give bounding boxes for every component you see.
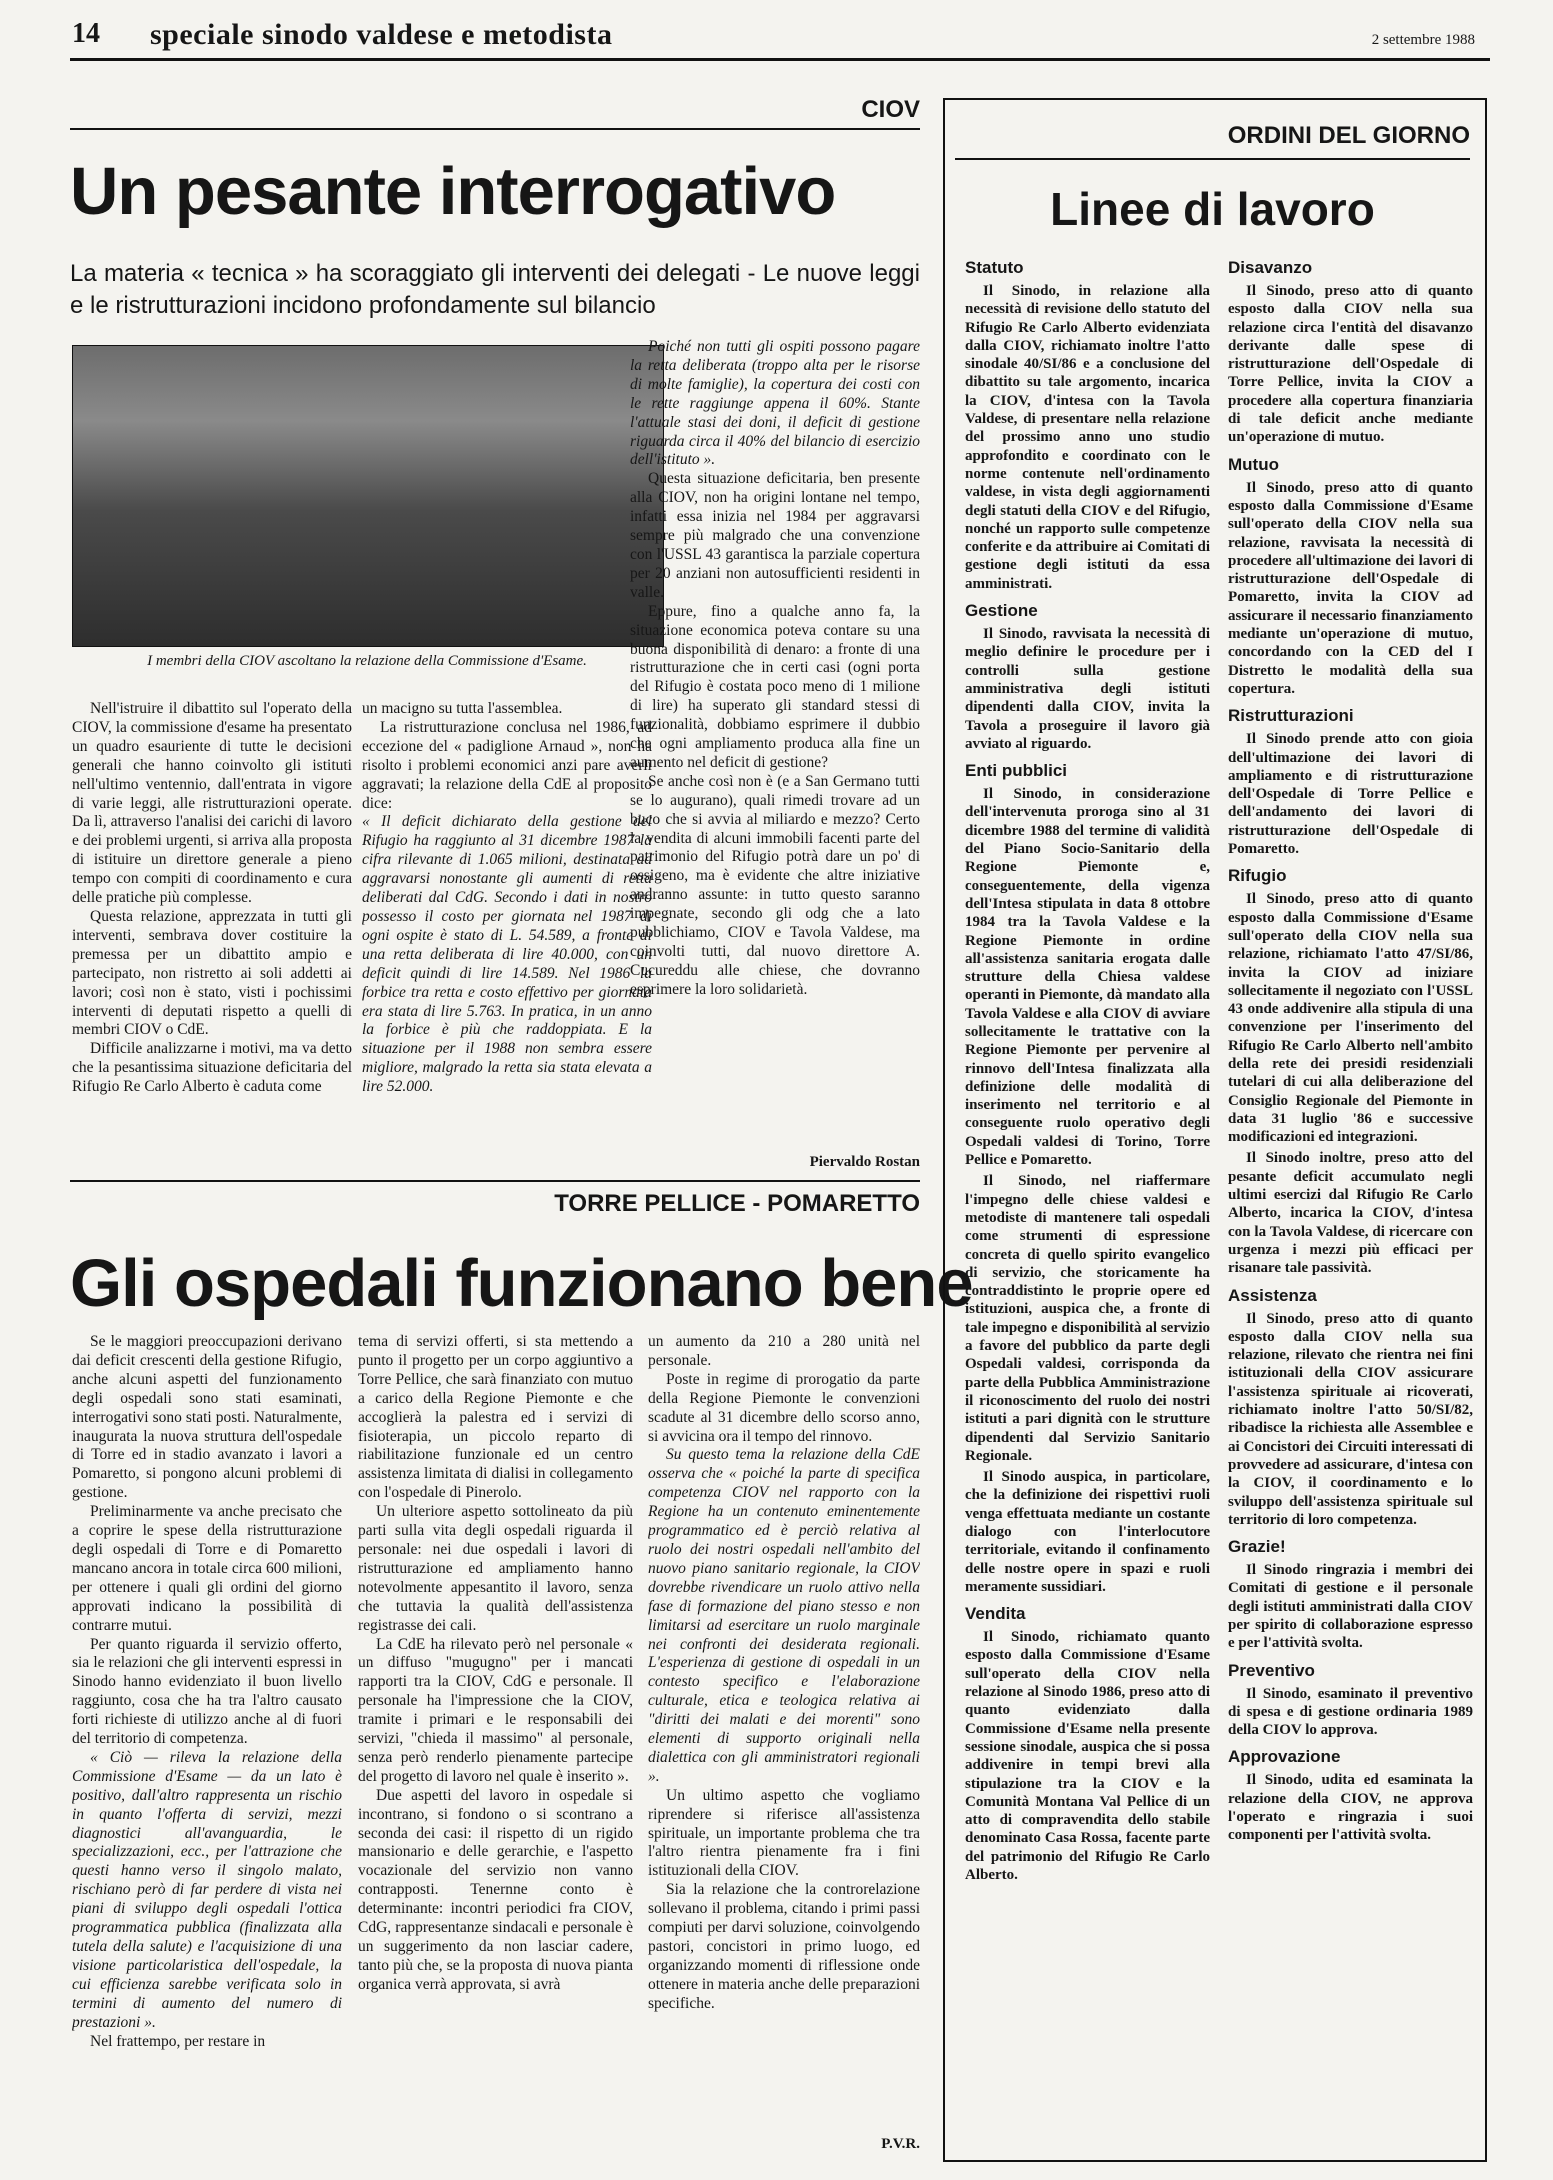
od-para: Il Sinodo, in relazione alla necessità di revisione dello statuto del Rifugio Re Carlo Alberto evidenziata dalla CIOV, richiamato inoltre l'atto sinodale 40/SI/86 e a conclusione del dibattito su tale argomento, incarica la CIOV, d'intesa con la Tavola Valdese, di presentare nella relazione del prossimo anno uno studio approfondito e coordinato con le norme contenute nell'ordinamento valdese, in vista degli aggiornamenti degli statuti della CIOV e del Rifugio, nonché un rapporto sulle competenze conferite e da attribuire ai Comitati di gestione degli istituti da essa amministrati. xyxy=(965,283,1210,592)
article1-col1-p1: Nell'istruire il dibattito sul l'operato della CIOV, la commissione d'esame ha presentato un quadro esauriente di tutte le decisioni generali che hanno coinvolto gli istituti nell'ultimo ventennio, dall'entrata in vigore di varie leggi, alle ristrutturazioni operate. Da lì, attraverso l'analisi dei carichi di lavoro e dei problemi urgenti, si arriva alla proposta di istituire un direttore generale a pieno tempo con compiti di coordinamento e cura delle pratiche più complesse. xyxy=(72,700,352,907)
article2-col2-p1: tema di servizi offerti, si sta mettendo a punto il progetto per un corpo aggiuntivo a Torre Pellice, che sarà finanziato con mutuo a carico della Regione Piemonte e che accoglierà la palestra ed i servizi di fisioterapia, un piccolo reparto di riabilitazione funzionale ed un centro assistenza limitata di dialisi in collegamento con l'ospedale di Pinerolo. xyxy=(358,1333,633,1502)
od-para: Il Sinodo, udita ed esaminata la relazione della CIOV, ne approva l'operato e ringrazia i suoi componenti per l'attività svolta. xyxy=(1228,1772,1473,1844)
article1-deck: La materia « tecnica » ha scoraggiato gli interventi dei delegati - Le nuove leggi e le ristrutturazioni incidono profondamente sul bilancio xyxy=(70,260,920,320)
article2-col1-p2: Preliminarmente va anche precisato che a coprire le spese della ristrutturazione degli ospedali di Torre e di Pomaretto mancano ancora in totale circa 600 milioni, per ottenere i quali gli ordini del giorno approvati indicano la possibilità di contrarre mutui. xyxy=(72,1503,342,1634)
article2-signature: P.V.R. xyxy=(881,2136,920,2152)
od-para: Il Sinodo, in considerazione dell'intervenuta proroga sino al 31 dicembre 1988 del termine di validità del Piano Socio-Sanitario della Regione Piemonte e, conseguentemente, della vigenza dell'Intesa stipulata in data 8 ottobre 1984 tra la Tavola Valdese e la Regione Piemonte in ordine all'assistenza sanitaria erogata dalle strutture della Chiesa valdese operanti in Piemonte, dà mandato alla Tavola Valdese e alla CIOV di avviare sollecitamente le trattative con la Regione Piemonte per pervenire al rinnovo dell'Intesa finalizzata alla definizione delle modalità di inserimento nel territorio e al conseguente ruolo operativo degli Ospedali valdesi di Torino, Torre Pellice e Pomaretto. xyxy=(965,786,1210,1169)
sidebar-kicker: ORDINI DEL GIORNO xyxy=(1227,122,1470,149)
article2-col1-p4 xyxy=(72,1749,342,2033)
article2-col3-p2: Poste in regime di prorogatio da parte della Regione Piemonte le convenzioni scadute al 31 dicembre dello scorso anno, si avvicina ora il tempo del rinnovo. xyxy=(648,1370,920,1445)
article2-col3-p1: un aumento da 210 a 280 unità nel personale. xyxy=(648,1333,920,1369)
article1-col2 xyxy=(362,700,652,1180)
article2-col1-p4-text: « Ciò — rileva la relazione della Commissione d'Esame — da un lato è positivo, dall'altro rappresenta un rischio in quanto l'offerta di servizi, mezzi diagnostici all'avanguardia, le specializzazioni, ecc., per l'attrazione che questi hanno verso il singolo malato, rischiano però di far perdere di vista nei piani di sviluppo degli ospedali l'ottica programmatica pubblica (finalizzata alla tutela della salute) e l'acquisizione di una visione particolaristica dell'ospedale, la cui efficienza sarebbe verificata solo in termini di aumento del numero di prestazioni ». xyxy=(72,1748,342,2031)
od-heading-approvazione: Approvazione xyxy=(1228,1747,1341,1767)
article2-col3-p3 xyxy=(648,1446,920,1786)
article1-col2-p1: La ristrutturazione conclusa nel 1986, ad eccezione del « padiglione Arnaud », non ha risolto i problemi economici anzi pare averli aggravati; la relazione della CdE al proposito dice: xyxy=(362,718,652,812)
od-para: Il Sinodo, esaminato il preventivo di spesa e di gestione ordinaria 1989 della CIOV lo approva. xyxy=(1228,1685,1473,1739)
synod-photo xyxy=(72,345,664,647)
od-heading-statuto: Statuto xyxy=(965,258,1024,277)
od-para: Il Sinodo, preso atto di quanto esposto dalla CIOV nella sua relazione circa l'entità del disavanzo derivante dalle spese di ristrutturazione dell'Ospedale di Torre Pellice, invita la CIOV a procedere alla copertura finanziaria di tale deficit anche mediante un'operazione di mutuo. xyxy=(1228,283,1473,446)
od-heading-disavanzo: Disavanzo xyxy=(1228,258,1313,277)
od-heading-enti-pubblici: Enti pubblici xyxy=(965,761,1067,781)
od-heading-gestione: Gestione xyxy=(965,601,1038,621)
article1-col3 xyxy=(630,338,920,1150)
sidebar-col-left xyxy=(965,258,1210,2150)
od-para: Il Sinodo inoltre, preso atto del pesante deficit accumulato negli ultimi esercizi dal Rifugio Re Carlo Alberto, incarica la CIOV, d'intesa con la Tavola Valdese, di ricercare con urgenza i mezzi più efficaci per risanare tale passività. xyxy=(1228,1150,1473,1277)
article2-col2-p4: Due aspetti del lavoro in ospedale si incontrano, si fondono o si scontrano a seconda dei casi: il rispetto di un rigido mansionario e delle gerarchie, e l'aspetto vocazionale del servizio non vanno contrapposti. Tenernne conto è determinante: incontri periodici fra CIOV, CdG, rappresentanze sindacali e personale è un suggerimento da non lasciar cadere, tanto più che, se la proposta di nuova pianta organica verrà approvata, si avrà xyxy=(358,1786,633,1993)
section-title: speciale sinodo valdese e metodista xyxy=(150,18,613,51)
article1-kicker: CIOV xyxy=(861,96,920,123)
od-para: Il Sinodo auspica, in particolare, che la definizione dei rispettivi ruoli venga effettuata mediante un costante dialogo con l'interlocutore territoriale, evitando il confinamento delle nostre opere in spazi e ruoli meramente sussidiari. xyxy=(965,1469,1210,1595)
header-rule xyxy=(70,58,1490,61)
article1-col3-italic xyxy=(630,338,920,470)
article1-col1-p2: Questa relazione, apprezzata in tutti gli interventi, sembrava dover costituire la premessa per un dibattito ampio e partecipato, non ristretto ai soli addetti ai lavori; così non è stato, visti i pochissimi interventi di deputati rispetto a quelli di membri CIOV o CdE. xyxy=(72,907,352,1039)
od-para: Il Sinodo, preso atto di quanto esposto dalla CIOV nella sua relazione, rilevato che rientra nei fini istituzionali della CIOV assicurare l'assistenza spirituale ai ricoverati, richiamato inoltre l'atto 50/SI/82, ribadisce la richiesta alle Assemblee e ai Concistori dei Circuiti interessati di provvedere ad assicurare, d'intesa con la CIOV, il coordinamento e lo sviluppo dell'assistenza spirituale sul territorio di loro competenza. xyxy=(1228,1310,1473,1528)
article1-col1 xyxy=(72,700,352,1180)
article2-col2-p3: La CdE ha rilevato però nel personale « un diffuso "mugugno" per i mancati rapporti tra la CIOV, CdG e personale. Il personale ha l'impressione che la CIOV, tramite i primari e le responsabili dei servizi, "chieda il massimo" al personale, senza però renderlo pienamente partecipe del progetto di lavoro nel quale è inserito ». xyxy=(358,1635,633,1785)
od-para: Il Sinodo, preso atto di quanto esposto dalla Commissione d'Esame sull'operato della CIOV nella sua relazione, ravvisata la necessità di procedere all'ultimazione dei lavori di ristrutturazione dell'Ospedale di Pomaretto, invita la CIOV ad assicurare il necessario finanziamento mediante un'operazione di mutuo, concordando con la CED del I Distretto le modalità della sua copertura. xyxy=(1228,479,1473,697)
article1-col2-quote-text: « Il deficit dichiarato della gestione del Rifugio ha raggiunto al 31 dicembre 1987 la cifra rilevante di 1.065 milioni, destinata ad aggravarsi nonostante gli aumenti di retta deliberati dal CdG. Secondo i dati in nostro possesso il costo per giornata nel 1987 di ogni ospite è stato di L. 54.589, a fronte di una retta deliberata di lire 40.000, con un deficit quindi di lire 14.589. Nel 1986 la forbice tra retta e costo effettivo per giornata era stata di lire 5.763. In pratica, in un anno la forbice è più che raddoppiata. E la situazione per il 1988 non sembra essere migliore, malgrado la retta sia stata elevata a lire 52.000. xyxy=(362,813,652,1096)
od-heading-preventivo: Preventivo xyxy=(1228,1660,1315,1680)
od-heading-assistenza: Assistenza xyxy=(1228,1285,1317,1305)
issue-date: 2 settembre 1988 xyxy=(1371,32,1475,48)
article1-signature: Piervaldo Rostan xyxy=(809,1154,920,1170)
sidebar-rule-top xyxy=(955,158,1470,160)
article1-col3-p2: Eppure, fino a qualche anno fa, la situazione economica poteva contare su una buona disponibilità di denaro: a fronte di una ristrutturazione che in certi casi (ogni porta del Rifugio è costata poco meno di 1 milione di lire) ha superato gli standard stessi di funzionalità, dobbiamo esprimere il dubbio che ogni ampliamento produca alla fine un aumento nel deficit di gestione? xyxy=(630,602,920,771)
article2-col3 xyxy=(648,1333,920,2133)
article1-col3-p3: Se anche così non è (e a San Germano tutti se lo augurano), quali rimedi trovare ad un buco che si avvia al miliardo e mezzo? Certo la vendita di alcuni immobili facenti parte del patrimonio del Rifugio potrà dare un po' di ossigeno, ma è evidente che altre iniziative andranno assunte: in tutto questo saranno impegnate, secondo gli odg che a lato pubblichiamo, CIOV e Tavola Valdese, ma coinvolti tutti, dal nuovo direttore A. Cucureddu alle chiese, che dovranno esprimere la loro solidarietà. xyxy=(630,772,920,998)
od-para: Il Sinodo prende atto con gioia dell'ultimazione dei lavori di ampliamento e di ristrutturazione dell'Ospedale di Torre Pellice e dell'andamento dei lavori di ristrutturazione dell'Ospedale di Pomaretto. xyxy=(1228,731,1473,858)
article2-col3-p5: Sia la relazione che la controrelazione sollevano il problema, citando i primi passi compiuti per darvi soluzione, coinvolgendo pastori, concistori in primo luogo, ed organizzando momenti di riflessione onde ottenere in materia anche delle preparazioni specifiche. xyxy=(648,1881,920,2012)
article2-col3-p4: Un ultimo aspetto che vogliamo riprendere si riferisce all'assistenza spirituale, un importante problema che tra l'altro rientra pienamente fra i fini istituzionali della CIOV. xyxy=(648,1786,920,1880)
od-para: Il Sinodo, richiamato quanto esposto dalla Commissione d'Esame sull'operato della CIOV nella relazione al Sinodo 1986, preso atto di quanto evidenziato dalla Commissione d'Esame nella presente sessione sinodale, auspica che si possa addivenire in tempi brevi alla stipulazione tra la CIOV e la Comunità Montana Val Pellice di un atto di compravendita dello stabile denominato Casa Rossa, facente parte del patrimonio del Rifugio Re Carlo Alberto. xyxy=(965,1629,1210,1884)
od-para: Il Sinodo ringrazia i membri dei Comitati di gestione e il personale degli istituti amministrati dalla CIOV per spirito di collaborazione espresso e per l'attività svolta. xyxy=(1228,1562,1473,1652)
article2-col2-p2: Un ulteriore aspetto sottolineato da più parti sulla vita degli ospedali riguarda il personale: nei due ospedali i lavori di ristrutturazione ed ampliamento hanno notevolmente appesantito il lavoro, senza che tuttavia la qualità dell'assistenza registrasse dei cali. xyxy=(358,1503,633,1634)
sidebar-col-right xyxy=(1228,258,1473,2150)
article1-col3-p1: Questa situazione deficitaria, ben presente alla CIOV, non ha origini lontane nel tempo, infatti essa inizia nel 1984 per aggravarsi sempre più malgrado che una convenzione con l'USSL 43 garantisca la parziale copertura per 20 anziani non autosufficienti residenti in valle. xyxy=(630,470,920,601)
article2-col2 xyxy=(358,1333,633,2153)
article2-col1-p3: Per quanto riguarda il servizio offerto, sia le relazioni che gli interventi espressi in Sinodo hanno evidenziato il buon livello raggiunto, cosa che ha tra l'altro causato forti richieste di utilizzo anche al di fuori del territorio di competenza. xyxy=(72,1635,342,1748)
od-para: Il Sinodo, preso atto di quanto esposto dalla Commissione d'Esame sull'operato della CIOV nella sua relazione, richiamato l'atto 47/SI/86, invita la CIOV ad iniziare sollecitamente il negoziato con l'USSL 43 onde addivenire alla stipula di una convenzione per l'inserimento del Rifugio Re Carlo Alberto nell'ambito della rete dei presidi residenziali tutelari di cui alla deliberazione del Consiglio Regionale del Piemonte in data 31 luglio '86 e successive modificazioni ed integrazioni. xyxy=(1228,891,1473,1146)
article2-headline: Gli ospedali funzionano bene xyxy=(70,1246,973,1321)
article1-rule xyxy=(70,128,920,130)
od-heading-vendita: Vendita xyxy=(965,1604,1026,1624)
od-heading-ristrutturazioni: Ristrutturazioni xyxy=(1228,706,1354,726)
od-para: Il Sinodo, ravvisata la necessità di meglio definire le procedure per i controlli sulla gestione amministrativa degli istituti dipendenti dalla CIOV, invita la Tavola a proseguire il lavoro già avviato al riguardo. xyxy=(965,626,1210,752)
article1-headline: Un pesante interrogativo xyxy=(70,154,836,229)
article1-col2-quote xyxy=(362,813,652,1097)
page-number: 14 xyxy=(72,18,100,49)
od-para: Il Sinodo, nel riaffermare l'impegno delle chiese valdesi e metodiste di mantenere tali ospedali come strumenti di espressione concreta di quello spirito evangelico di servizio, che storicamente ha contraddistinto le proprie opere ed istituzioni, auspica che, a fronte di tale impegno e disponibilità al servizio a favore del pubblico da parte degli Ospedali valdesi, corrisponda da parte della Pubblica Amministrazione il riconoscimento del ruolo dei nostri istituti a pari dignità con le strutture dipendenti dal Servizio Sanitario Regionale. xyxy=(965,1173,1210,1464)
article2-col1-p1: Se le maggiori preoccupazioni derivano dai deficit crescenti della gestione Rifugio, anche alcuni aspetti del funzionamento degli ospedali sono stati esaminati, interrogativi sono stati posti. Naturalmente, inaugurata la nuova struttura dell'ospedale di Torre ed in stadio avanzato i lavori a Pomaretto, si pongono alcuni problemi di gestione. xyxy=(72,1333,342,1502)
sidebar-title: Linee di lavoro xyxy=(1050,183,1375,235)
od-heading-grazie: Grazie! xyxy=(1228,1537,1286,1557)
article1-col1-p3: Difficile analizzarne i motivi, ma va detto che la pesantissima situazione deficitaria del Rifugio Re Carlo Alberto è caduta come xyxy=(72,1040,352,1096)
article2-kicker: TORRE PELLICE - POMARETTO xyxy=(554,1190,920,1217)
od-heading-rifugio: Rifugio xyxy=(1228,866,1287,886)
article1-col3-italic-text: Poiché non tutti gli ospiti possono pagare la retta deliberata (troppo alta per le risorse di molte famiglie), la copertura dei costi con le rette raggiunge appena il 60%. Stante l'attuale stasi dei doni, il deficit di gestione riguarda circa il 40% del bilancio di esercizio dell'istituto ». xyxy=(630,338,920,469)
article2-col1 xyxy=(72,1333,342,2153)
article2-col3-p3-text: Su questo tema la relazione della CdE osserva che « poiché la parte di specifica competenza CIOV nel rapporto con la Regione ha un contenuto eminentemente programmatico ed è perciò relativa al ruolo dei nostri ospedali nell'ambito del nuovo piano sanitario regionale, la CIOV dovrebbe rivendicare un ruolo attivo nella fase di formazione del piano stesso e non limitarsi ad esercitare un ruolo marginale nei confronti dei desiderata regionali. L'esperienza di gestione di ospedali in un contesto specifico e l'elaborazione culturale, etica e teologica relativa ai "diritti dei malati e dei morenti" sono elementi di supporto originali nella dialettica con gli amministratori regionali ». xyxy=(648,1446,920,1785)
photo-caption: I membri della CIOV ascoltano la relazione della Commissione d'Esame. xyxy=(147,653,587,669)
article1-col2-intro: un macigno su tutta l'assemblea. xyxy=(362,700,563,717)
od-heading-mutuo: Mutuo xyxy=(1228,454,1279,474)
article2-col1-p5: Nel frattempo, per restare in xyxy=(90,2032,266,2050)
article2-top-rule xyxy=(70,1180,920,1182)
